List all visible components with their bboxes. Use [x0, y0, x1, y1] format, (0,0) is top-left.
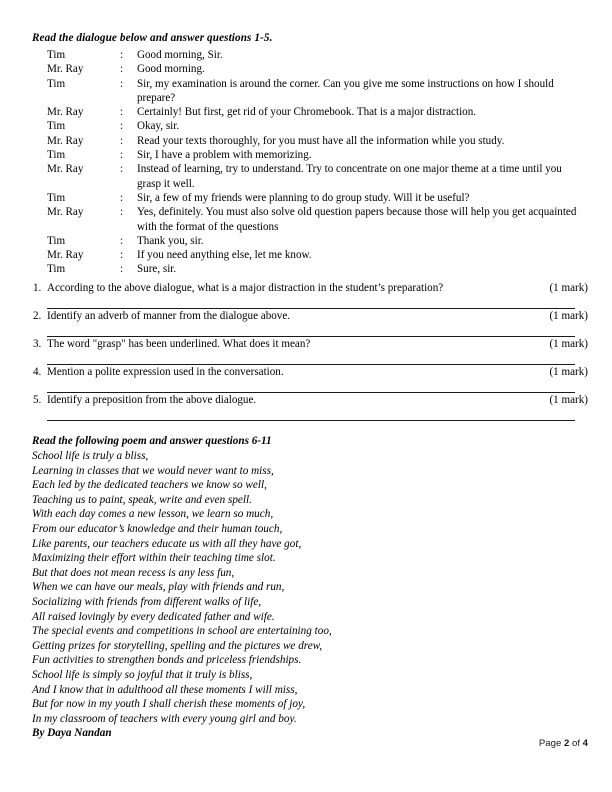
- answer-line-gutter: [33, 353, 47, 365]
- dialogue-row: [32, 234, 588, 248]
- question-marks: (1 mark): [549, 338, 588, 350]
- question-row: [33, 337, 588, 353]
- question-marks: (1 mark): [549, 310, 588, 322]
- dialogue-colon: :: [120, 120, 124, 133]
- question-marks: (1 mark): [549, 394, 588, 406]
- poem-line: Like parents, our teachers educate us with all they have got,: [32, 537, 302, 550]
- dialogue-text: Instead of learning, try to understand. Try to concentrate on one major theme at a time until you grasp it well.: [137, 163, 562, 190]
- dialogue-colon: :: [120, 49, 124, 61]
- poem-line: Getting prizes for storytelling, spelling and the pictures we drew,: [32, 639, 323, 652]
- poem-line: Socializing with friends from different walks of life,: [32, 595, 262, 608]
- answer-line-row: [33, 297, 588, 309]
- answer-line-rule: [47, 353, 575, 365]
- answer-line[interactable]: [47, 297, 588, 309]
- answer-line[interactable]: [47, 409, 588, 421]
- dialogue-text: Sir, my examination is around the corner. Can you give me some instructions on how I should prepare?: [137, 77, 554, 104]
- poem-author: By Daya Nandan: [32, 727, 112, 740]
- dialogue-colon: :: [120, 106, 124, 119]
- dialogue-colon: :: [120, 191, 124, 204]
- answer-line[interactable]: [47, 353, 588, 365]
- question-text: The word "grasp" has been underlined. What does it mean?: [47, 338, 311, 350]
- dialogue-colon: :: [120, 234, 124, 247]
- poem-line: Teaching us to paint, speak, write and even spell.: [32, 493, 252, 506]
- dialogue-speaker: Mr. Ray: [47, 106, 84, 119]
- dialogue-text: Read your texts thoroughly, for you must have all the information while you study.: [137, 134, 505, 147]
- footer-middle: of: [569, 738, 583, 749]
- dialogue-text: Okay, sir.: [137, 120, 180, 133]
- dialogue-row: [32, 134, 588, 148]
- dialogue-section-heading: Read the dialogue below and answer questions 1-5.: [32, 32, 273, 44]
- question-row: [33, 365, 588, 381]
- poem-line: Each led by the dedicated teachers we know so well,: [32, 479, 267, 492]
- dialogue-row: [32, 62, 588, 76]
- footer-prefix: Page: [538, 738, 564, 749]
- poem-line: With each day comes a new lesson, we learn so much,: [32, 508, 274, 521]
- dialogue-row: [32, 205, 588, 234]
- question-row: [33, 393, 588, 409]
- dialogue-speaker: Mr. Ray: [47, 163, 84, 176]
- answer-line-rule: [47, 297, 575, 309]
- dialogue-speaker: Tim: [47, 263, 66, 276]
- dialogue-text: Good morning, Sir.: [137, 49, 223, 61]
- dialogue-colon: :: [120, 149, 124, 162]
- question-text: Identify a preposition from the above dialogue.: [47, 394, 257, 406]
- poem-line: But for now in my youth I shall cherish these moments of joy,: [32, 698, 306, 711]
- answer-line-gutter: [33, 325, 47, 337]
- dialogue-text: Sir, a few of my friends were planning to do group study. Will it be useful?: [137, 191, 470, 204]
- dialogue-row: [32, 248, 588, 262]
- footer-total-pages: 4: [582, 738, 588, 749]
- answer-line[interactable]: [47, 325, 588, 337]
- dialogue-colon: :: [120, 63, 124, 76]
- dialogue-speaker: Tim: [47, 49, 66, 61]
- answer-line-rule: [47, 381, 575, 393]
- dialogue-row: [32, 148, 588, 162]
- dialogue-row: [32, 105, 588, 119]
- dialogue-colon: :: [120, 263, 124, 276]
- page-footer: [0, 738, 588, 749]
- answer-line-row: [33, 409, 588, 421]
- questions-table: [33, 281, 588, 421]
- question-marks: (1 mark): [549, 282, 588, 294]
- dialogue-row: [32, 119, 588, 133]
- dialogue-text: If you need anything else, let me know.: [137, 249, 312, 262]
- poem-line: The special events and competitions in school are entertaining too,: [32, 625, 332, 638]
- questions-section: [33, 281, 588, 421]
- question-text: According to the above dialogue, what is a major distraction in the student’s preparation?: [47, 282, 444, 294]
- dialogue-row: [32, 162, 588, 191]
- answer-line-row: [33, 325, 588, 337]
- dialogue-speaker: Mr. Ray: [47, 249, 84, 262]
- poem-line: Fun activities to strengthen bonds and priceless friendships.: [32, 654, 302, 667]
- dialogue-colon: :: [120, 206, 124, 219]
- dialogue-speaker: Mr. Ray: [47, 206, 84, 219]
- dialogue-speaker: Tim: [47, 77, 66, 90]
- question-number: 1.: [33, 282, 42, 294]
- poem-line: Maximizing their effort within their teaching time slot.: [32, 552, 276, 565]
- dialogue-row: [32, 48, 588, 62]
- answer-line-rule: [47, 325, 575, 337]
- poem-section-heading: Read the following poem and answer questions 6-11: [32, 435, 272, 447]
- dialogue-row: [32, 191, 588, 205]
- footer-current-page: 2: [563, 738, 570, 749]
- question-text: Mention a polite expression used in the conversation.: [47, 366, 284, 378]
- dialogue-colon: :: [120, 77, 124, 90]
- poem-line: When we can have our meals, play with friends and run,: [32, 581, 285, 594]
- poem-line: In my classroom of teachers with every young girl and boy.: [32, 712, 297, 725]
- dialogue-text: Yes, definitely. You must also solve old question papers because those will help you get acquainted with the format of the questions: [137, 206, 577, 233]
- dialogue-speaker: Tim: [47, 191, 66, 204]
- poem-line: Learning in classes that we would never want to miss,: [32, 464, 274, 477]
- poem-body: [32, 449, 552, 726]
- poem-section: [32, 434, 552, 741]
- answer-line[interactable]: [47, 381, 588, 393]
- dialogue-speaker: Tim: [47, 120, 66, 133]
- dialogue-text: Certainly! But first, get rid of your Chromebook. That is a major distraction.: [137, 106, 477, 119]
- answer-line-rule: [47, 409, 575, 421]
- answer-line-gutter: [33, 381, 47, 393]
- poem-line: And I know that in adulthood all these moments I will miss,: [32, 683, 298, 696]
- dialogue-row: [32, 77, 588, 106]
- answer-line-gutter: [33, 409, 47, 421]
- dialogue-row: [32, 262, 588, 276]
- question-row: [33, 309, 588, 325]
- dialogue-colon: :: [120, 249, 124, 262]
- question-text: Identify an adverb of manner from the dialogue above.: [47, 310, 291, 322]
- dialogue-table: [32, 48, 588, 277]
- question-number: 5.: [33, 394, 42, 406]
- poem-line: But that does not mean recess is any less fun,: [32, 566, 235, 579]
- answer-line-gutter: [33, 297, 47, 309]
- dialogue-text: Sure, sir.: [137, 263, 177, 276]
- question-number: 4.: [33, 366, 42, 378]
- dialogue-speaker: Mr. Ray: [47, 134, 84, 147]
- dialogue-text: Good morning.: [137, 63, 205, 76]
- poem-line: From our educator’s knowledge and their human touch,: [32, 522, 283, 535]
- question-number: 3.: [33, 338, 42, 350]
- question-marks: (1 mark): [549, 366, 588, 378]
- dialogue-section: [32, 31, 588, 277]
- answer-line-row: [33, 353, 588, 365]
- dialogue-speaker: Mr. Ray: [47, 63, 84, 76]
- dialogue-speaker: Tim: [47, 149, 66, 162]
- poem-line: All raised lovingly by every dedicated father and wife.: [32, 610, 275, 623]
- dialogue-colon: :: [120, 134, 124, 147]
- question-row: [33, 281, 588, 297]
- dialogue-text: Thank you, sir.: [137, 234, 204, 247]
- answer-line-row: [33, 381, 588, 393]
- dialogue-text: Sir, I have a problem with memorizing.: [137, 149, 312, 162]
- dialogue-speaker: Tim: [47, 234, 66, 247]
- question-number: 2.: [33, 310, 42, 322]
- dialogue-colon: :: [120, 163, 124, 176]
- poem-line: School life is simply so joyful that it truly is bliss,: [32, 668, 253, 681]
- poem-line: School life is truly a bliss,: [32, 450, 149, 462]
